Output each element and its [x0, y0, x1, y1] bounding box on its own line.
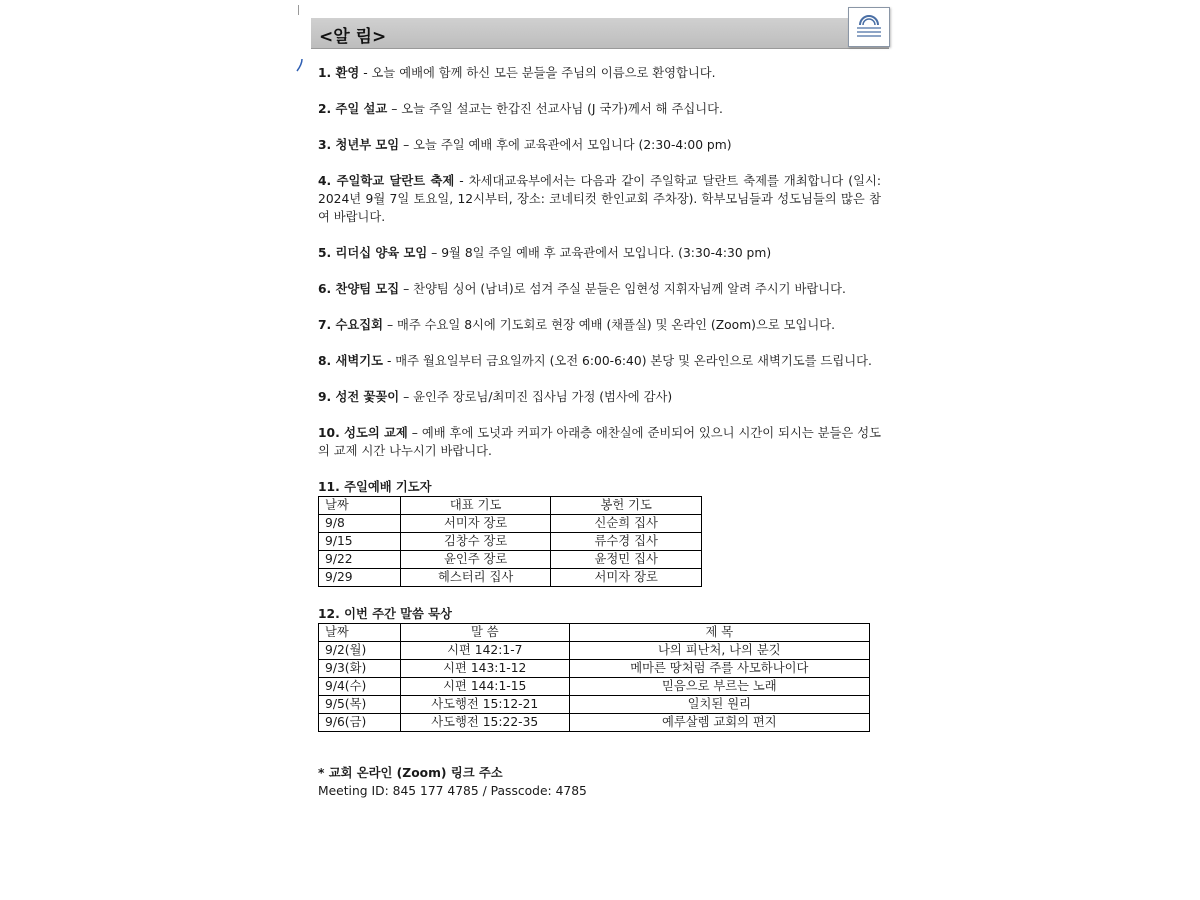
item-title: 8. 새벽기도: [318, 354, 384, 368]
margin-marker: [298, 5, 299, 15]
zoom-link-title: * 교회 온라인 (Zoom) 링크 주소: [318, 766, 503, 780]
item-separator: –: [399, 138, 414, 152]
table-row: [319, 696, 870, 714]
table-cell: 윤인주 장로: [400, 551, 551, 569]
table-cell: 일치된 원리: [569, 696, 869, 714]
table-cell: 시편 144:1-15: [400, 678, 569, 696]
item-title: 2. 주일 설교: [318, 102, 388, 116]
prayer-schedule-title: 11. 주일예배 기도자: [318, 480, 432, 494]
table-cell: 9/8: [319, 515, 401, 533]
notice-header-bar: [311, 18, 889, 49]
item-title: 6. 찬양팀 모집: [318, 282, 400, 296]
table-row: [319, 533, 702, 551]
table-cell: 9/4(수): [319, 678, 401, 696]
table-row: [319, 515, 702, 533]
item-title: 5. 리더십 양육 모임: [318, 246, 428, 260]
notice-item-5: [318, 244, 881, 262]
notice-item-8: [318, 352, 881, 370]
item-title: 7. 수요집회: [318, 318, 384, 332]
table-cell: 예루살렘 교회의 편지: [569, 714, 869, 732]
item-text: 매주 수요일 8시에 기도회로 현장 예배 (채플실) 및 온라인 (Zoom)으로 모입니다.: [397, 318, 836, 332]
table-cell: 윤정민 집사: [551, 551, 702, 569]
notice-item-4: [318, 172, 881, 226]
item-separator: –: [387, 102, 402, 116]
meditation-schedule-table: [318, 623, 870, 732]
table-cell: 헤스터리 집사: [400, 569, 551, 587]
table-cell: 서미자 장로: [400, 515, 551, 533]
item-title: 1. 환영: [318, 66, 360, 80]
item-text: 예배 후에 도넛과 커피가 아래층 애찬실에 준비되어 있으니 시간이 되시는 분들은 성도의 교제 시간 나누시기 바랍니다.: [318, 426, 881, 458]
table-cell: 류수경 집사: [551, 533, 702, 551]
table-cell: 9/15: [319, 533, 401, 551]
notice-item-2: [318, 100, 881, 118]
item-text: 오늘 주일 예배 후에 교육관에서 모입니다 (2:30-4:00 pm): [413, 138, 732, 152]
item-text: 오늘 주일 설교는 한갑진 선교사님 (J 국가)께서 해 주십니다.: [401, 102, 723, 116]
item-title: 10. 성도의 교제: [318, 426, 408, 440]
table-cell: 9/3(화): [319, 660, 401, 678]
item-text: 매주 월요일부터 금요일까지 (오전 6:00-6:40) 본당 및 온라인으로 새벽기도를 드립니다.: [395, 354, 872, 368]
table-row: [319, 551, 702, 569]
table-row: [319, 569, 702, 587]
table-cell: 신순희 집사: [551, 515, 702, 533]
notice-item-1: [318, 64, 881, 82]
table-cell: 9/5(목): [319, 696, 401, 714]
notice-item-3: [318, 136, 881, 154]
text-cursor-hook-icon: [296, 58, 304, 72]
notice-title: <알 림>: [319, 27, 387, 47]
table-cell: 사도행전 15:22-35: [400, 714, 569, 732]
layout-options-icon[interactable]: [848, 7, 890, 47]
item-separator: –: [383, 318, 397, 332]
meditation-schedule-title: 12. 이번 주간 말씀 묵상: [318, 607, 452, 621]
item-text: 9월 8일 주일 예배 후 교육관에서 모입니다. (3:30-4:30 pm): [441, 246, 772, 260]
notice-item-7: [318, 316, 881, 334]
item-title: 4. 주일학교 달란트 축제: [318, 174, 455, 188]
table-row: [319, 660, 870, 678]
column-header: 봉헌 기도: [551, 497, 702, 515]
item-separator: –: [427, 246, 442, 260]
item-text: 윤인주 장로님/최미진 집사님 가정 (범사에 감사): [413, 390, 673, 404]
column-header: 대표 기도: [400, 497, 551, 515]
notice-item-10: [318, 424, 881, 460]
column-header: 제 목: [569, 624, 869, 642]
table-row: [319, 714, 870, 732]
table-cell: 사도행전 15:12-21: [400, 696, 569, 714]
table-cell: 믿음으로 부르는 노래: [569, 678, 869, 696]
table-cell: 9/22: [319, 551, 401, 569]
item-title: 3. 청년부 모임: [318, 138, 400, 152]
table-header-row: [319, 497, 702, 515]
notice-item-9: [318, 388, 881, 406]
table-cell: 9/2(월): [319, 642, 401, 660]
item-separator: -: [454, 174, 469, 188]
table-cell: 서미자 장로: [551, 569, 702, 587]
column-header: 말 씀: [400, 624, 569, 642]
table-cell: 나의 피난처, 나의 분깃: [569, 642, 869, 660]
item-title: 9. 성전 꽃꽂이: [318, 390, 400, 404]
item-text: 차세대교육부에서는 다음과 같이 주일학교 달란트 축제를 개최합니다 (일시: 2024년 9월 7일 토요일, 12시부터, 장소: 코네티컷 한인교회 주차장). 학부모님들과 성도님들의 많은 참여 바랍니다.: [318, 174, 881, 224]
table-cell: 시편 142:1-7: [400, 642, 569, 660]
item-separator: –: [399, 282, 414, 296]
table-header-row: [319, 624, 870, 642]
table-row: [319, 678, 870, 696]
item-separator: –: [399, 390, 414, 404]
prayer-schedule-table: [318, 496, 702, 587]
item-separator: -: [359, 66, 372, 80]
item-separator: -: [383, 354, 396, 368]
notice-content: [318, 64, 881, 800]
item-text: 찬양팀 싱어 (남녀)로 섬겨 주실 분들은 임현성 지휘자님께 알려 주시기 바랍니다.: [413, 282, 846, 296]
table-row: [319, 642, 870, 660]
item-text: 오늘 예배에 함께 하신 모든 분들을 주님의 이름으로 환영합니다.: [371, 66, 716, 80]
notice-item-6: [318, 280, 881, 298]
table-cell: 김창수 장로: [400, 533, 551, 551]
table-cell: 시편 143:1-12: [400, 660, 569, 678]
item-separator: –: [407, 426, 422, 440]
table-cell: 메마른 땅처럼 주를 사모하나이다: [569, 660, 869, 678]
table-cell: 9/29: [319, 569, 401, 587]
column-header: 날짜: [319, 497, 401, 515]
table-cell: 9/6(금): [319, 714, 401, 732]
zoom-meeting-info: Meeting ID: 845 177 4785 / Passcode: 4785: [318, 784, 587, 798]
column-header: 날짜: [319, 624, 401, 642]
